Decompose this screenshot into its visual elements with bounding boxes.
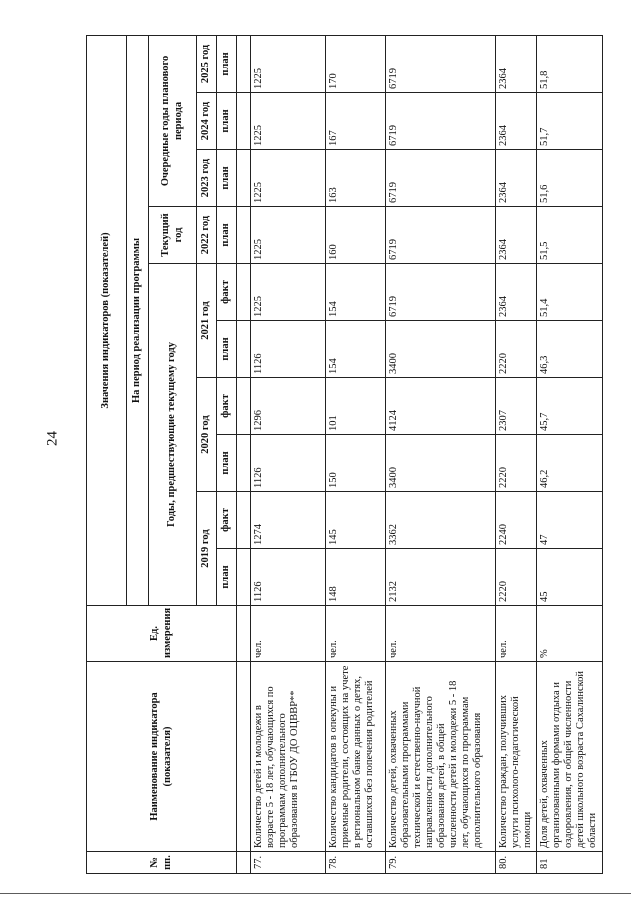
header-2024: 2024 год <box>197 93 217 150</box>
header-2025: 2025 год <box>197 35 217 92</box>
subheader-plan: план <box>217 150 237 207</box>
indicators-table <box>86 35 603 874</box>
page-number: 24 <box>44 431 61 446</box>
subheader-fact: факт <box>217 492 237 549</box>
subheader-plan: план <box>217 549 237 606</box>
header-unit: Ед. измерения <box>87 606 237 662</box>
header-planning-years: Очередные годы планового периода <box>149 35 197 206</box>
header-2020: 2020 год <box>197 378 217 492</box>
subheader-plan: план <box>217 35 237 92</box>
header-prior-years: Годы, предшествующие текущему году <box>149 264 197 606</box>
subheader-plan: план <box>217 321 237 378</box>
indicators-table-rotated <box>86 36 602 874</box>
header-num: № пп. <box>87 852 237 874</box>
subheader-fact: факт <box>217 264 237 321</box>
table-row: 78. Количество кандидатов в опекуны и приемные родители, состоящих на учете в региональном банке данных о детях, оставшихся без попечения родителей чел. 148 145 150 101 154 154 160 163 167 170 <box>326 35 386 873</box>
header-program-period: На период реализации программы <box>127 35 149 605</box>
subheader-fact: факт <box>217 378 237 435</box>
scan-edge-line <box>0 893 631 894</box>
subheader-plan: план <box>217 435 237 492</box>
header-2019: 2019 год <box>197 492 217 606</box>
table-row: 77. Количество детей и молодежи в возрасте 5 - 18 лет, обучающихся по программам дополнительного образования в ГБОУ ДО ОЦВВР** чел. 1126 1274 1126 1296 1126 1225 1225 1225 1225 1225 <box>251 35 326 873</box>
subheader-plan: план <box>217 93 237 150</box>
header-2023: 2023 год <box>197 150 217 207</box>
header-values: Значения индикаторов (показателей) <box>87 35 127 605</box>
table-row: 81 Доля детей, охваченных организованными формами отдыха и оздоровления, от общей численности детей школьного возраста Сахалинской области % 45 47 46,2 45,7 46,3 51,4 51,5 51,6 51,7 51,8 <box>537 35 602 873</box>
table-row: 79. Количество детей, охваченных образовательными программами технической и естественно-научной направленности дополнительного образования детей, в общей численности детей и молодежи 5 - 18 лет, обучающихся по программам дополнительного образования чел. 2132 3362 3400 4124 3400 6719 6719 6719 6719 6719 <box>386 35 496 873</box>
header-current-year: Текущий год <box>149 207 197 264</box>
header-2021: 2021 год <box>197 264 217 378</box>
header-name: Наименование индикатора (показателя) <box>87 662 237 852</box>
table-row: 80. Количество граждан, получивших услуги психолого-педагогической помощи чел. 2220 2240 2220 2307 2220 2364 2364 2364 2364 2364 <box>496 35 537 873</box>
header-2022: 2022 год <box>197 207 217 264</box>
subheader-plan: план <box>217 207 237 264</box>
